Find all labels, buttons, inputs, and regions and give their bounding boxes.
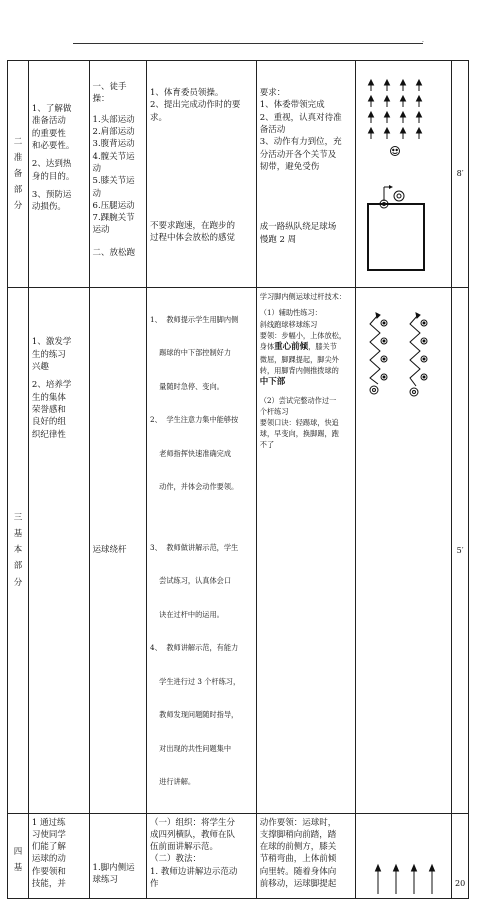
text-line: 良好的组 bbox=[31, 417, 66, 428]
text-line: 动 bbox=[92, 163, 102, 174]
arrow-icon bbox=[369, 80, 422, 139]
text-line: 一、徒手操： bbox=[92, 82, 127, 105]
text-fragment: 身体 bbox=[259, 341, 275, 351]
arrow-icon bbox=[376, 865, 435, 894]
text-line: 的重要性 bbox=[31, 128, 66, 139]
section-number: 二 bbox=[13, 136, 23, 147]
text-line: 1、体委带领完成 bbox=[259, 100, 325, 111]
text-line: 1、 教师提示学生用脚内侧 bbox=[150, 314, 239, 324]
text-line: 踢球的中下部控制好力 bbox=[150, 348, 232, 358]
teacher-face-icon bbox=[391, 147, 400, 156]
bold-keyword: 中下部 bbox=[259, 377, 286, 388]
text-line: 3、 教师做讲解示范，学生 bbox=[150, 542, 239, 552]
text-line: 动损伤。 bbox=[31, 202, 66, 213]
text-line: 成四列横队，教师在队 bbox=[150, 829, 236, 840]
text-line: 动 bbox=[92, 188, 102, 199]
objectives-preparation bbox=[28, 61, 89, 288]
text-line: 生的集体 bbox=[31, 392, 66, 403]
content-main bbox=[89, 288, 146, 813]
text-line: 身的目的。 bbox=[31, 171, 75, 182]
bold-keyword: 重心前倾 bbox=[274, 341, 309, 352]
text-line: 尝试练习，认真体会口 bbox=[150, 576, 232, 586]
teach-practice bbox=[147, 813, 257, 898]
text-line: 织纪律性 bbox=[31, 429, 66, 440]
section-char: 四 bbox=[13, 846, 23, 857]
section-char: 分 bbox=[13, 201, 23, 212]
text-line: 1.头部运动 bbox=[92, 114, 135, 125]
text-line: 运球绕杆 bbox=[92, 545, 127, 556]
time-practice bbox=[452, 813, 469, 898]
arrows-diagram bbox=[356, 814, 448, 894]
text-line: 2、达到热 bbox=[31, 159, 72, 170]
text-line: 5.膝关节运 bbox=[92, 176, 135, 187]
teach-main bbox=[147, 288, 257, 813]
marker-icon bbox=[421, 320, 427, 380]
text-line: 技能，并 bbox=[31, 879, 66, 890]
text-line: 二、放松跑 bbox=[92, 247, 136, 258]
text-line: 2.肩部运动 bbox=[92, 126, 135, 137]
text-line: 和必要性。 bbox=[31, 140, 75, 151]
text-line: （2）尝试完整动作过一 bbox=[259, 395, 337, 405]
text-line: 老师指挥快速准确完成 bbox=[150, 448, 232, 458]
text-line: 前移动，运球脚提起 bbox=[259, 879, 337, 890]
row-practice bbox=[8, 813, 469, 898]
section-char: 部 bbox=[13, 185, 23, 196]
zigzag-path-left bbox=[370, 315, 380, 394]
text-line: 支撑脚稍向前踏，踏 bbox=[259, 829, 337, 840]
text-line: 备活动 bbox=[259, 124, 286, 135]
zigzag-path-right bbox=[410, 315, 420, 396]
text-line: 2、 学生注意力集中能够按 bbox=[150, 415, 239, 425]
text-line: 运动 bbox=[92, 225, 110, 236]
text-line: 1. 教师边讲解边示范动 bbox=[150, 866, 238, 877]
text-line: 分活动开各个关节及 bbox=[259, 149, 337, 160]
section-char: 基 bbox=[13, 862, 23, 873]
text-line: 向里转。随着身体向 bbox=[259, 866, 337, 877]
text-line: 求。 bbox=[150, 112, 168, 123]
text-line: 3.腹背运动 bbox=[92, 139, 135, 150]
text-line: 诀在过杆中的运用。 bbox=[150, 609, 224, 619]
text-line: 们能了解 bbox=[31, 842, 66, 853]
text-line: 量随时急停、变向。 bbox=[150, 381, 224, 391]
row-main bbox=[8, 288, 469, 813]
text-line: 球，早变向，换脚踢，跑 bbox=[259, 429, 339, 439]
text-line: 球练习 bbox=[92, 874, 119, 885]
text-line: 要领：步幅小，上体放松， bbox=[259, 330, 347, 340]
section-practice bbox=[8, 813, 29, 898]
header-dot: . bbox=[422, 37, 424, 44]
text-line: 教师发现问题随时指导， bbox=[150, 710, 239, 720]
org-diagram-practice bbox=[356, 813, 452, 898]
text-line: 对出现的共性问题集中 bbox=[150, 743, 232, 753]
text-line: 动作要领：运球时， bbox=[259, 817, 337, 828]
text-line: 转，用脚背内侧推拨球的 bbox=[259, 366, 339, 376]
text-line: 学习脚内侧运球过杆技术： bbox=[259, 292, 347, 302]
text-line: 要领口诀：轻踢球，快追 bbox=[259, 417, 339, 427]
text-line: 学生进行过 3 个杆练习， bbox=[150, 676, 241, 686]
section-char: 本 bbox=[13, 545, 23, 556]
section-char: 备 bbox=[13, 169, 23, 180]
text-line: 在球的前侧方，膝关 bbox=[259, 842, 337, 853]
text-line: 微屈，脚踝提起，脚尖外 bbox=[259, 355, 339, 365]
section-number: 三 bbox=[13, 513, 23, 524]
text-line: 1、了解做 bbox=[31, 104, 72, 114]
text-line: 1、激发学 bbox=[31, 337, 72, 348]
learn-practice bbox=[256, 813, 355, 898]
text-line: 6.压腿运动 bbox=[92, 200, 135, 211]
track-diagram bbox=[368, 185, 424, 270]
text-line: 7.踝腕关节 bbox=[92, 213, 135, 224]
text-line: 不了 bbox=[259, 440, 275, 450]
text-line: （1）辅助性练习： bbox=[259, 308, 322, 318]
text-line: 过程中体会放松的感觉 bbox=[150, 233, 236, 244]
text-line: 3、动作有力到位，充 bbox=[259, 137, 342, 148]
section-char: 部 bbox=[13, 561, 23, 572]
text-line: 习使同学 bbox=[31, 829, 66, 840]
text-line: 作要领和 bbox=[31, 866, 66, 877]
content-preparation bbox=[89, 61, 146, 288]
org-diagram-main bbox=[356, 288, 452, 813]
dribble-diagram bbox=[356, 288, 448, 496]
text-line: 4.髋关节运 bbox=[92, 151, 135, 162]
text-line: 生的练习 bbox=[31, 349, 66, 360]
section-preparation bbox=[8, 61, 29, 288]
objectives-practice bbox=[28, 813, 89, 898]
text-line: 作 bbox=[150, 879, 159, 890]
teach-preparation bbox=[147, 61, 257, 288]
text-line: 进行讲解。 bbox=[150, 777, 196, 787]
section-char: 分 bbox=[13, 577, 23, 588]
text-line: 1.脚内侧运 bbox=[92, 862, 135, 873]
text-line: 兴趣 bbox=[31, 361, 49, 372]
marker-icon bbox=[381, 320, 387, 380]
header-rule bbox=[73, 43, 423, 44]
text-line: 个杆练习 bbox=[259, 406, 289, 416]
time-main: 5′ bbox=[452, 288, 469, 813]
text-line: 2、重视，认真对待准 bbox=[259, 112, 342, 123]
text-line: 要求： bbox=[259, 88, 286, 98]
text-line: 1 通过练 bbox=[31, 817, 66, 828]
text-line: 4、 教师讲解示范，有能力 bbox=[150, 643, 239, 653]
objectives-main bbox=[28, 288, 89, 813]
text-line: 准备活动 bbox=[31, 116, 66, 127]
text-line: 2、培养学 bbox=[31, 380, 72, 391]
text-line bbox=[260, 341, 352, 354]
learn-main bbox=[256, 288, 355, 813]
text-line: （一）组织：将学生分 bbox=[150, 817, 236, 828]
text-line: 慢跑 2 周 bbox=[259, 234, 297, 245]
text-line: 成一路纵队绕足球场 bbox=[259, 222, 337, 233]
content-practice bbox=[89, 813, 146, 898]
text-line: 荣誉感和 bbox=[31, 404, 66, 415]
text-line: 1、体育委员领操。 bbox=[150, 88, 224, 98]
text-line: （二）教法： bbox=[150, 854, 202, 865]
section-char: 准 bbox=[13, 152, 23, 163]
row-preparation bbox=[8, 61, 469, 288]
text-line: 运球的动 bbox=[31, 854, 66, 865]
text-line: 2、提出完成动作时的要 bbox=[150, 100, 241, 111]
text-line: 3、预防运 bbox=[31, 189, 72, 200]
text-line: 节稍弯曲，上体前倾 bbox=[259, 854, 337, 865]
text-line: 伍前面讲解示范。 bbox=[150, 842, 219, 853]
section-main bbox=[8, 288, 29, 813]
text-fragment: ，膝关节 bbox=[308, 341, 337, 351]
text-line: 韧带，避免受伤 bbox=[259, 161, 320, 172]
org-diagram-preparation bbox=[356, 61, 452, 288]
learn-preparation bbox=[256, 61, 355, 288]
lesson-plan-table bbox=[7, 60, 469, 899]
section-char: 基 bbox=[13, 529, 23, 540]
formation-diagram bbox=[356, 61, 448, 283]
text-line: 不要求跑速，在跑步的 bbox=[150, 220, 236, 231]
text-line: 动作，并体会动作要领。 bbox=[150, 481, 239, 491]
time-value: 20 bbox=[455, 879, 466, 889]
text-line: 斜线跑球移球练习 bbox=[259, 319, 318, 329]
time-preparation: 8′ bbox=[452, 61, 469, 288]
